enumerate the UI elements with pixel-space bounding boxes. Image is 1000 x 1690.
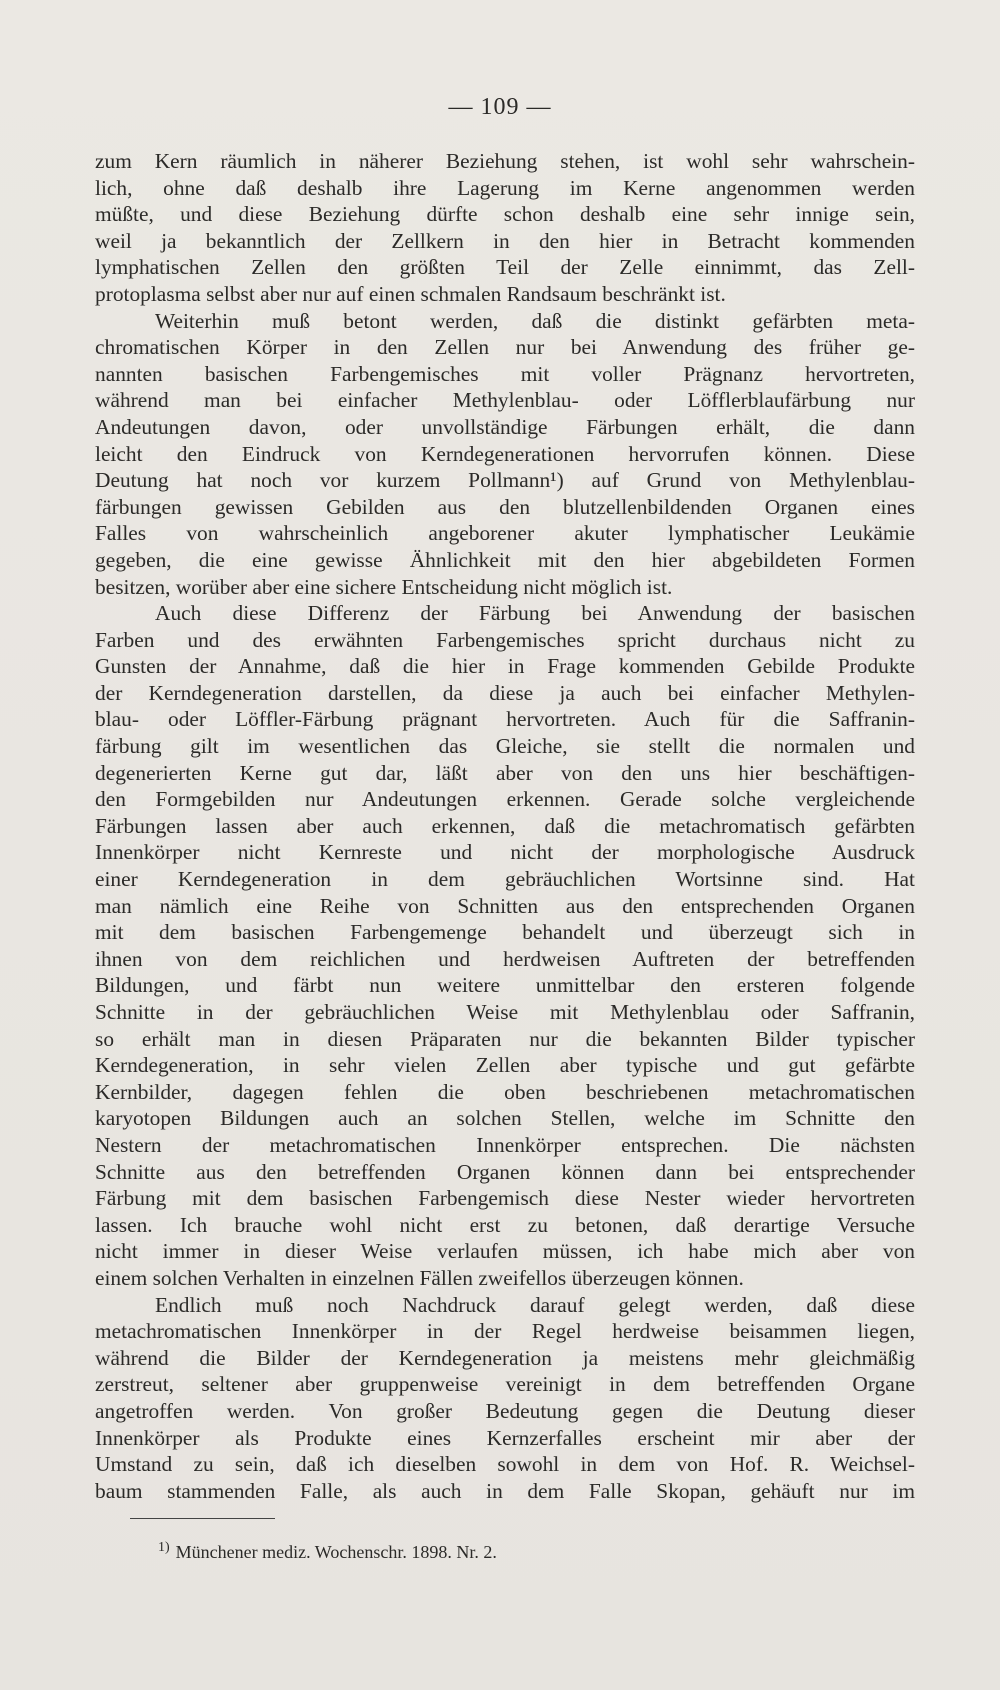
footnote-divider: [130, 1518, 275, 1519]
text-line: protoplasma selbst aber nur auf einen schmalen Randsaum beschränkt ist.: [95, 281, 726, 306]
text-line: blau- oder Löffler-Färbung prägnant hervortreten. Auch für die Saffranin-: [95, 707, 915, 732]
text-line: färbungen gewissen Gebilden aus den blutzellenbildenden Organen eines: [95, 494, 915, 519]
text-line: Färbung mit dem basischen Farbengemisch diese Nester wieder hervortreten: [95, 1186, 915, 1211]
page-number: — 109 —: [448, 94, 552, 120]
text-line: Farben und des erwähnten Farbengemisches spricht durchaus nicht zu: [95, 627, 915, 652]
footnote-text: Münchener mediz. Wochenschr. 1898. Nr. 2.: [175, 1542, 497, 1562]
text-line: Deutung hat noch vor kurzem Pollmann¹) auf Grund von Methylenblau-: [95, 468, 915, 493]
text-line: Kerndegeneration, in sehr vielen Zellen aber typische und gut gefärbte: [95, 1053, 915, 1078]
text-line: der Kerndegeneration darstellen, da diese ja auch bei einfacher Methylen-: [95, 680, 915, 705]
text-line: lymphatischen Zellen den größten Teil der Zelle einnimmt, das Zell-: [95, 255, 915, 280]
text-line: müßte, und diese Beziehung dürfte schon deshalb eine sehr innige sein,: [95, 202, 915, 227]
text-line: zum Kern räumlich in näherer Beziehung stehen, ist wohl sehr wahrschein-: [95, 149, 915, 173]
text-line: Umstand zu sein, daß ich dieselben sowohl in dem von Hof. R. Weichsel-: [95, 1452, 915, 1477]
text-line: lassen. Ich brauche wohl nicht erst zu betonen, daß derartige Versuche: [95, 1212, 915, 1237]
text-line: metachromatischen Innenkörper in der Regel herdweise beisammen liegen,: [95, 1319, 915, 1344]
text-line: nannten basischen Farbengemisches mit voller Prägnanz hervortreten,: [95, 361, 915, 386]
text-line: Bildungen, und färbt nun weitere unmittelbar den ersteren folgende: [95, 973, 915, 998]
text-line: Gunsten der Annahme, daß die hier in Frage kommenden Gebilde Produkte: [95, 654, 915, 679]
text-line: während die Bilder der Kerndegeneration ja meistens mehr gleichmäßig: [95, 1345, 915, 1370]
text-line: so erhält man in diesen Präparaten nur die bekannten Bilder typischer: [95, 1026, 915, 1051]
text-line: färbung gilt im wesentlichen das Gleiche, sie stellt die normalen und: [95, 734, 915, 759]
text-line: chromatischen Körper in den Zellen nur bei Anwendung des früher ge-: [95, 335, 915, 360]
text-line: Endlich muß noch Nachdruck darauf gelegt werden, daß diese: [155, 1292, 915, 1317]
text-line: mit dem basischen Farbengemenge behandelt und überzeugt sich in: [95, 920, 915, 945]
text-line: gegeben, die eine gewisse Ähnlichkeit mit den hier abgebildeten Formen: [95, 547, 915, 572]
footnote: [158, 1540, 497, 1563]
text-line: Andeutungen davon, oder unvollständige Färbungen erhält, die dann: [95, 414, 915, 439]
text-line: den Formgebilden nur Andeutungen erkennen. Gerade solche vergleichende: [95, 787, 915, 812]
text-line: Nestern der metachromatischen Innenkörper entsprechen. Die nächsten: [95, 1132, 915, 1157]
text-line: Falles von wahrscheinlich angeborener akuter lymphatischer Leukämie: [95, 521, 915, 546]
text-line: Schnitte aus den betreffenden Organen können dann bei entsprechender: [95, 1159, 915, 1184]
text-line: lich, ohne daß deshalb ihre Lagerung im Kerne angenommen werden: [95, 175, 915, 200]
text-line: Schnitte in der gebräuchlichen Weise mit Methylenblau oder Saffranin,: [95, 1000, 915, 1024]
text-line: karyotopen Bildungen auch an solchen Stellen, welche im Schnitte den: [95, 1106, 915, 1131]
text-line: Weiterhin muß betont werden, daß die distinkt gefärbten meta-: [155, 308, 915, 333]
footnote-marker: 1): [158, 1540, 170, 1555]
text-line: Auch diese Differenz der Färbung bei Anwendung der basischen: [155, 601, 915, 626]
text-line: zerstreut, seltener aber gruppenweise vereinigt in dem betreffenden Organe: [95, 1372, 915, 1397]
body-text: [95, 148, 915, 1504]
text-line: degenerierten Kerne gut dar, läßt aber von den uns hier beschäftigen-: [95, 760, 915, 785]
text-line: während man bei einfacher Methylenblau- oder Löfflerblaufärbung nur: [95, 388, 915, 413]
text-line: nicht immer in dieser Weise verlaufen müssen, ich habe mich aber von: [95, 1239, 915, 1264]
text-line: baum stammenden Falle, als auch in dem Falle Skopan, gehäuft nur im: [95, 1478, 915, 1503]
text-line: leicht den Eindruck von Kerndegenerationen hervorrufen können. Diese: [95, 441, 915, 466]
text-line: besitzen, worüber aber eine sichere Entscheidung nicht möglich ist.: [95, 574, 673, 599]
text-line: Färbungen lassen aber auch erkennen, daß die metachromatisch gefärbten: [95, 813, 915, 838]
text-line: weil ja bekanntlich der Zellkern in den hier in Betracht kommenden: [95, 228, 915, 253]
text-line: ihnen von dem reichlichen und herdweisen Auftreten der betreffenden: [95, 946, 915, 971]
text-line: angetroffen werden. Von großer Bedeutung gegen die Deutung dieser: [95, 1398, 915, 1423]
text-line: man nämlich eine Reihe von Schnitten aus den entsprechenden Organen: [95, 893, 915, 918]
text-line: Innenkörper als Produkte eines Kernzerfalles erscheint mir aber der: [95, 1425, 915, 1450]
text-line: Innenkörper nicht Kernreste und nicht der morphologische Ausdruck: [95, 840, 915, 865]
text-line: Kernbilder, dagegen fehlen die oben beschriebenen metachromatischen: [95, 1079, 915, 1104]
text-line: einer Kerndegeneration in dem gebräuchlichen Wortsinne sind. Hat: [95, 867, 915, 892]
text-line: einem solchen Verhalten in einzelnen Fällen zweifellos überzeugen können.: [95, 1265, 744, 1290]
